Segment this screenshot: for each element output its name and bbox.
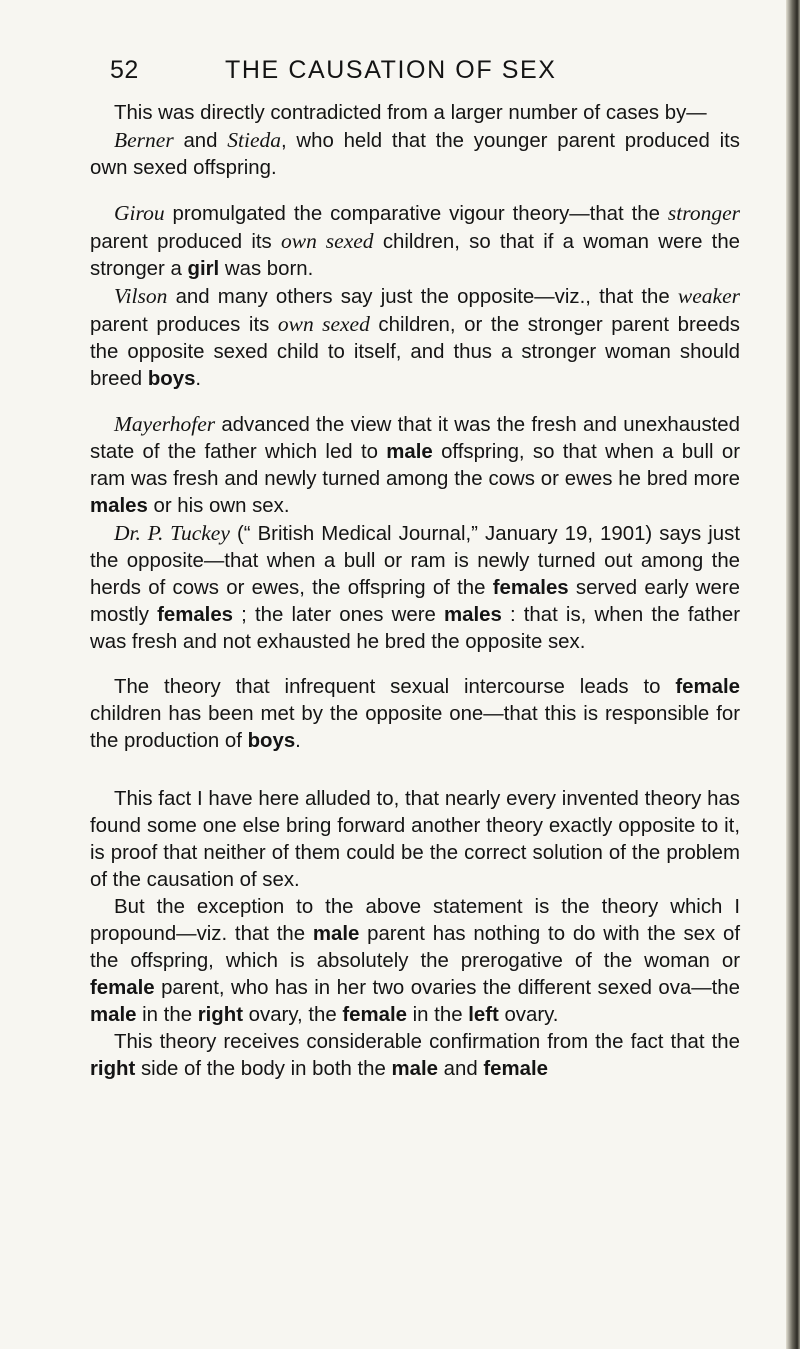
text-run: children has been met by the opposite one—that this is responsible for the production of — [90, 703, 740, 752]
text-run: (“ British Medical Journal,” January 19, 1901) says just the opposite—that when a bull or ram is newly turned out among the herds of cows or ewes, the offspring of the — [90, 523, 740, 599]
bold-term: male — [391, 1058, 438, 1080]
text-run: This was directly contradicted from a larger number of cases by— — [114, 102, 707, 124]
bold-term: male — [386, 441, 433, 463]
text-run: promulgated the comparative vigour theory—that the — [164, 203, 668, 225]
author-name: Girou — [114, 201, 165, 225]
running-title: THE CAUSATION OF SEX — [225, 56, 557, 84]
page-edge-shadow — [786, 0, 800, 1349]
paragraph-10 — [90, 1029, 740, 1083]
bold-term: females — [492, 577, 569, 599]
emphasis: weaker — [677, 284, 740, 308]
bold-term: boys — [147, 368, 196, 390]
text-run: : that is, when the father was fresh and not exhausted he bred the opposite sex. — [90, 604, 740, 653]
emphasis: stronger — [667, 201, 740, 225]
text-run: parent has nothing to do with the sex of the offspring, which is absolutely the prerogative of the woman or — [90, 923, 740, 972]
bold-term: males — [443, 604, 502, 626]
text-run: parent, who has in her two ovaries the different sexed ova—the — [154, 977, 740, 999]
text-run: ovary, the — [243, 1004, 343, 1026]
bold-term: female — [342, 1004, 407, 1026]
text-run: This theory receives considerable confirmation from the fact that the — [114, 1031, 740, 1053]
text-run: . — [195, 368, 202, 390]
text-run: and — [438, 1058, 484, 1080]
paragraph-2 — [90, 127, 740, 182]
bold-term: males — [90, 495, 148, 517]
emphasis: own sexed — [277, 312, 370, 336]
text-run: offspring, so that when a bull or ram was fresh and newly turned among the cows or ewes he bred more — [90, 441, 741, 490]
body-text — [90, 100, 740, 1083]
text-run: or his own sex. — [147, 495, 290, 517]
text-run: . — [295, 730, 301, 752]
page-header — [110, 56, 740, 90]
paragraph-4 — [90, 283, 740, 393]
text-run: The theory that infrequent sexual intercourse leads to — [114, 676, 676, 698]
bold-term: females — [157, 604, 234, 626]
bold-term: female — [90, 977, 155, 999]
text-run: was born. — [219, 258, 314, 280]
text-run: advanced the view that it was the fresh and unexhausted state of the father which led to — [90, 414, 740, 463]
text-run: in the — [406, 1004, 469, 1026]
text-run: and many others say just the opposite—viz., that the — [167, 286, 678, 308]
author-name: Mayerhofer — [114, 412, 216, 436]
text-run: ; the later ones were — [233, 604, 444, 626]
text-run: , who held that the younger parent produced its own sexed offspring. — [90, 130, 740, 179]
text-run: served early were mostly — [90, 577, 740, 626]
text-run: children, so that if a woman were the stronger a — [90, 231, 741, 280]
bold-term: female — [483, 1058, 548, 1080]
bold-term: girl — [187, 258, 220, 280]
text-run: ovary. — [498, 1004, 559, 1026]
text-run: in the — [136, 1004, 198, 1026]
bold-term: male — [90, 1004, 137, 1026]
bold-term: left — [468, 1004, 499, 1026]
text-run: side of the body in both the — [135, 1058, 392, 1080]
text-run: and — [173, 130, 228, 152]
bold-term: right — [197, 1004, 244, 1026]
bold-term: female — [675, 676, 740, 698]
paragraph-7 — [90, 674, 740, 755]
author-name: Dr. P. Tuckey — [114, 521, 230, 545]
page-number: 52 — [110, 56, 139, 84]
text-run: parent produces its — [90, 314, 278, 336]
author-name: Berner — [114, 128, 174, 152]
bold-term: male — [312, 923, 360, 945]
bold-term: boys — [247, 730, 296, 752]
text-run: children, or the stronger parent breeds the opposite sexed child to itself, and thus a stronger woman should breed — [90, 314, 740, 390]
paragraph-5 — [90, 411, 740, 520]
author-name: Vilson — [114, 284, 168, 308]
bold-term: right — [90, 1058, 136, 1080]
paragraph-8 — [90, 786, 740, 894]
author-name: Stieda — [227, 128, 281, 152]
text-run: This fact I have here alluded to, that nearly every invented theory has found some one else bring forward another theory exactly opposite to it, is proof that neither of them could be the correct solution of the problem of the causation of sex. — [90, 788, 740, 891]
paragraph-6 — [90, 520, 740, 656]
paragraph-3 — [90, 200, 740, 283]
emphasis: own sexed — [281, 229, 374, 253]
text-run: But the exception to the above statement is the theory which I propound—viz. that the — [90, 896, 740, 945]
paragraph-1 — [90, 100, 740, 127]
paragraph-9 — [90, 894, 740, 1029]
text-run: parent produced its — [90, 231, 281, 253]
